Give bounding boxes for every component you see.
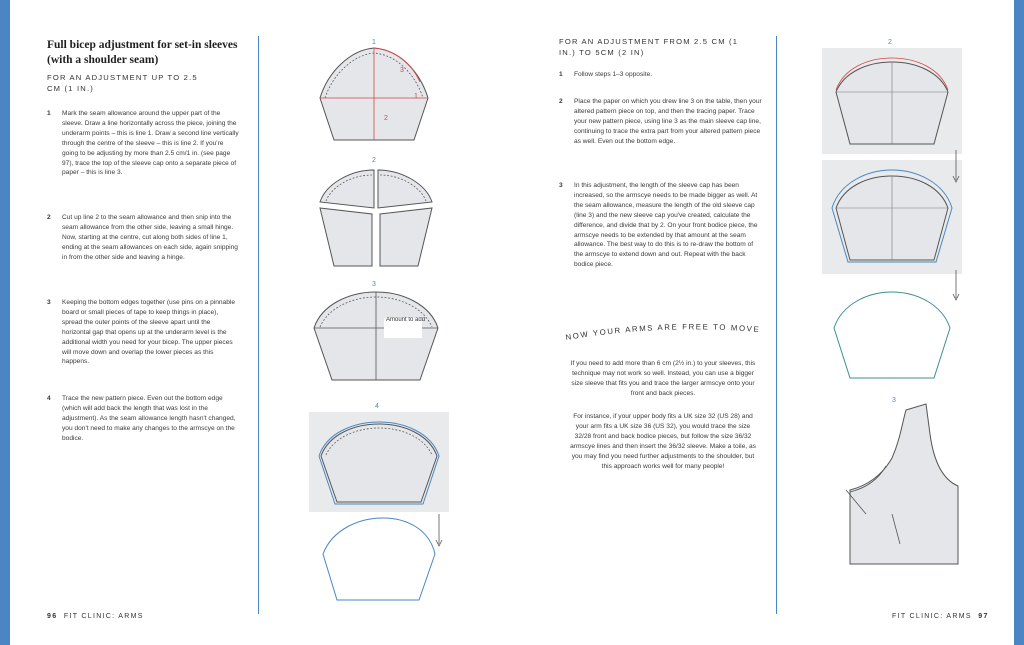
step-number: 3 (559, 182, 563, 189)
line-1-label: 1 (414, 93, 418, 100)
figure-4-new-sleeve (309, 403, 449, 512)
figure-number: 3 (892, 397, 896, 404)
line-2-label: 2 (384, 115, 388, 122)
step-number: 1 (559, 71, 563, 78)
page-title: Full bicep adjustment for set-in sleeves (with a shoulder seam) (47, 39, 238, 66)
right-footer (892, 613, 989, 620)
left-step-4 (47, 394, 252, 459)
step-number: 4 (47, 395, 51, 402)
step-number: 3 (47, 299, 51, 306)
left-step-3 (47, 298, 252, 383)
left-subhead: FOR AN ADJUSTMENT UP TO 2.5 CM (1 IN.) (47, 73, 198, 93)
figure-number: 2 (888, 39, 892, 46)
figure-2-final-sleeve (822, 288, 962, 388)
book-spread (10, 0, 1014, 645)
figure-3-spread-sleeve (306, 280, 446, 385)
step-text: Place the paper on which you drew line 3 on the table, then your altered pattern piece on top, and then the tracing paper. Trace your new pattern piece, using line 3 as the main sleeve cap line, continuing to trace the extra part from your altered pattern piece as well. Even out the bottom edge. (574, 98, 762, 145)
step-number: 2 (47, 214, 51, 221)
callout-title: NOW YOUR ARMS ARE FREE TO MOVE! (560, 311, 761, 342)
page-number: 97 (978, 613, 989, 620)
figure-2-overlay-traced (822, 160, 962, 275)
figure-number: 4 (375, 403, 379, 410)
right-step-2 (559, 97, 769, 167)
right-step-1 (559, 70, 769, 82)
note-paragraph-1: If you need to add more than 6 cm (2½ in.) to your sleeves, this technique may not work so well. Instead, you can use a bigger size sleeve that fits you and trace the larger armscye onto your front and back pieces. (570, 360, 756, 397)
right-step-3 (559, 181, 769, 301)
left-page (10, 0, 512, 645)
figure-2-cut-sleeve (306, 156, 446, 276)
figure-3-bodice (826, 394, 976, 569)
figure-2-overlay-top (822, 40, 962, 155)
figure-number: 1 (372, 39, 376, 46)
left-divider (258, 36, 259, 614)
figure-number: 3 (372, 281, 376, 288)
step-text: Mark the seam allowance around the upper part of the sleeve. Draw a line horizontally across the piece, joining the underarm points – this is line 1. Draw a second line vertically through the centre of the sleeve – this is line 2. If you're going to be adjusting by more than 2.5 cm/1 in. (see page 97), trace the top of the sleeve cap onto a separate piece of paper – this is line 3. (62, 110, 239, 177)
left-step-1 (47, 109, 252, 204)
step-text: In this adjustment, the length of the sleeve cap has been increased, so the armscye needs to be made bigger as well. At the seam allowance, measure the length of the old sleeve cap (line 3) and the new sleeve cap you've created, calculate the difference, and divide that by 2. On your front bodice piece, the armscye needs to be extended by that amount at the seam allowance. The best way to do this is to re-draw the bottom of the armscye to extend down and out. Repeat with the back bodice piece. (574, 182, 758, 269)
right-page (512, 0, 1014, 645)
callout-title-curved (560, 311, 762, 344)
amount-to-add-label: Amount to add (386, 317, 426, 323)
section-name: FIT CLINIC: ARMS (892, 613, 972, 620)
line-3-label: 3 (400, 67, 404, 74)
figure-4-traced-sleeve (315, 514, 455, 604)
section-name: FIT CLINIC: ARMS (63, 613, 144, 620)
left-step-2 (47, 213, 252, 288)
left-footer (47, 613, 144, 620)
step-number: 2 (559, 98, 563, 105)
right-subhead: FOR AN ADJUSTMENT FROM 2.5 CM (1 IN.) TO 5CM (2 IN) (559, 37, 739, 57)
right-divider (776, 36, 777, 614)
step-text: Trace the new pattern piece. Even out the bottom edge (which will add back the length that was lost in the adjustment). As the seam allowance length hasn't changed, you don't need to make any changes to the armscye on the bodice. (62, 395, 236, 442)
page-number: 96 (47, 613, 58, 620)
figure-number: 2 (372, 157, 376, 164)
step-text: Keeping the bottom edges together (use pins on a pinnable board or small pieces of tape to keep things in place), spread the outer points of the sleeve apart until the horizontal gap that opens up at the underarm level is the additional width you need for your bicep. The upper pieces will move down and overlap the lower pieces as this happens. (62, 299, 236, 366)
step-text: Follow steps 1–3 opposite. (574, 71, 653, 78)
figure-1-sleeve (310, 36, 440, 146)
note-paragraph-2: For instance, if your upper body fits a UK size 32 (US 28) and your arm fits a UK size 36 (US 32), you would trace the size 32/28 front and back bodice pieces, but follow the size 36/32 armscye lines and then insert the 36/32 sleeve. Make a toile, as you may find you need further adjustments to the shoulder, but this approach works well for many people! (570, 413, 756, 470)
step-text: Cut up line 2 to the seam allowance and then snip into the seam allowance from the other side, leaving a small hinge. Now, starting at the centre, cut along both sides of line 1, ending at the seam allowances on each side, again snipping in from the other side and leaving a hinge. (62, 214, 238, 261)
step-number: 1 (47, 110, 51, 117)
